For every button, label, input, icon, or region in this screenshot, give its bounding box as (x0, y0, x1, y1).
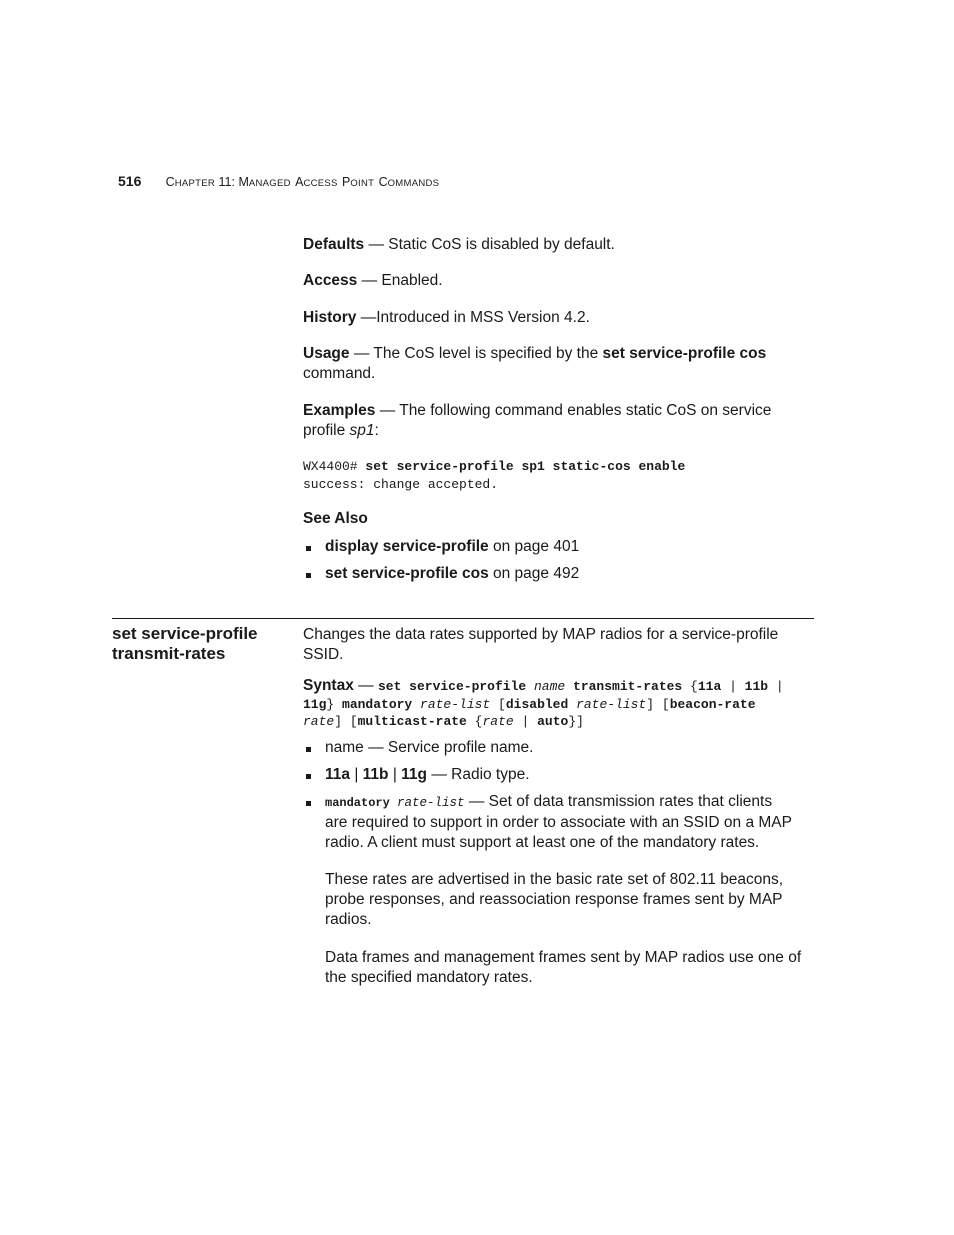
mandatory-arg: rate-list (397, 796, 465, 810)
access-paragraph (303, 271, 818, 291)
section-title-line: set service-profile (112, 624, 258, 643)
syntax-sep: | (721, 679, 745, 694)
note-line: probe responses, and reassociation response frames sent by MAP (325, 891, 783, 908)
syntax-keyword: multicast-rate (357, 714, 475, 729)
bullet-icon (306, 801, 311, 806)
mandatory-desc: — Set of data transmission rates that clients (464, 793, 773, 810)
section-description (303, 625, 818, 665)
syntax-brace: } (326, 697, 343, 712)
mandatory-desc: radio. A client must support at least one of the mandatory rates. (325, 834, 760, 851)
section-title-line: transmit-rates (112, 644, 226, 663)
syntax-keyword: 11a (697, 679, 722, 694)
history-label: History (303, 309, 357, 326)
note-line: the specified mandatory rates. (325, 969, 533, 986)
syntax-arg: rate-list (420, 697, 491, 712)
see-also-page-ref: on page 401 (488, 538, 580, 555)
syntax-brace: { (474, 714, 483, 729)
usage-paragraph (303, 344, 818, 384)
mandatory-desc: are required to support in order to associate with an SSID on a MAP (325, 814, 792, 831)
syntax-bracket: ] [ (334, 714, 358, 729)
syntax-arg: rate (303, 714, 335, 729)
page-number: 516 (118, 173, 142, 189)
syntax-keyword: auto (537, 714, 569, 729)
syntax-keyword: mandatory (342, 697, 421, 712)
examples-label: Examples (303, 402, 376, 419)
mandatory-note-1 (325, 870, 815, 930)
mandatory-note-2 (325, 948, 815, 988)
radio-sep: | (350, 766, 363, 783)
bullet-icon (306, 747, 311, 752)
usage-label: Usage (303, 345, 350, 362)
syntax-bracket: [ (490, 697, 506, 712)
bullet-icon (306, 774, 311, 779)
syntax-block (303, 677, 818, 730)
note-line: Data frames and management frames sent by MAP radios use one of (325, 949, 802, 966)
code-command-line (303, 458, 685, 476)
mandatory-keyword: mandatory (325, 796, 398, 810)
param-text: name — Service profile name. (325, 739, 534, 756)
section-description-line: Changes the data rates supported by MAP radios for a service-profile (303, 626, 779, 643)
history-paragraph (303, 308, 818, 328)
access-label: Access (303, 272, 358, 289)
usage-text-end: command. (303, 365, 376, 382)
see-also-item-text (325, 537, 815, 557)
defaults-label: Defaults (303, 236, 365, 253)
examples-paragraph (303, 401, 818, 441)
code-prompt: WX4400# (303, 459, 366, 474)
note-line: These rates are advertised in the basic rate set of 802.11 beacons, (325, 871, 784, 888)
syntax-arg: rate-list (576, 697, 647, 712)
section-title (112, 624, 258, 664)
defaults-text: — Static CoS is disabled by default. (364, 236, 615, 253)
see-also-link[interactable]: display service-profile (325, 538, 489, 555)
syntax-keyword: set service-profile (377, 679, 534, 694)
radio-11g: 11g (401, 766, 428, 783)
code-output: success: change accepted. (303, 477, 499, 492)
section-description-line: SSID. (303, 646, 344, 663)
syntax-line (303, 696, 818, 713)
syntax-keyword: beacon-rate (669, 697, 756, 712)
radio-sep: | (388, 766, 402, 783)
examples-text: — The following command enables static CoS on service (375, 402, 772, 419)
syntax-line (303, 713, 818, 730)
radio-11a: 11a (325, 766, 351, 783)
note-line: radios. (325, 911, 372, 928)
syntax-bracket: }] (568, 714, 584, 729)
bullet-icon (306, 546, 311, 551)
usage-command: set service-profile cos (602, 345, 767, 362)
history-text: —Introduced in MSS Version 4.2. (356, 309, 590, 326)
code-command: set service-profile sp1 static-cos enable (365, 459, 686, 474)
syntax-sep: | (513, 714, 538, 729)
chapter-title: CHAPTER 11: MANAGED ACCESS POINT COMMANDS (165, 175, 440, 189)
defaults-paragraph (303, 235, 818, 255)
param-text (325, 765, 815, 785)
syntax-arg: name (534, 679, 566, 694)
syntax-line (303, 677, 818, 696)
syntax-arg: rate (482, 714, 514, 729)
radio-11b: 11b (362, 766, 389, 783)
syntax-keyword: 11b (744, 679, 769, 694)
syntax-sep: | (768, 679, 784, 694)
syntax-keyword: transmit-rates (565, 679, 691, 694)
syntax-keyword: disabled (505, 697, 577, 712)
examples-colon: : (374, 422, 379, 439)
see-also-item-text (325, 564, 815, 584)
examples-profile-name: sp1 (349, 422, 375, 439)
see-also-page-ref: on page 492 (488, 565, 580, 582)
section-divider (112, 618, 814, 619)
syntax-dash: — (353, 677, 378, 694)
see-also-link[interactable]: set service-profile cos (325, 565, 489, 582)
running-header (118, 172, 439, 193)
param-text (325, 792, 815, 853)
syntax-keyword: 11g (303, 697, 327, 712)
syntax-label: Syntax (303, 677, 354, 694)
syntax-bracket: ] [ (646, 697, 670, 712)
access-text: — Enabled. (357, 272, 443, 289)
code-example (303, 458, 685, 494)
usage-text: — The CoS level is specified by the (349, 345, 603, 362)
radio-desc: — Radio type. (427, 766, 530, 783)
examples-text-2: profile (303, 422, 350, 439)
bullet-icon (306, 573, 311, 578)
see-also-heading: See Also (303, 510, 368, 527)
syntax-brace: { (690, 679, 698, 694)
